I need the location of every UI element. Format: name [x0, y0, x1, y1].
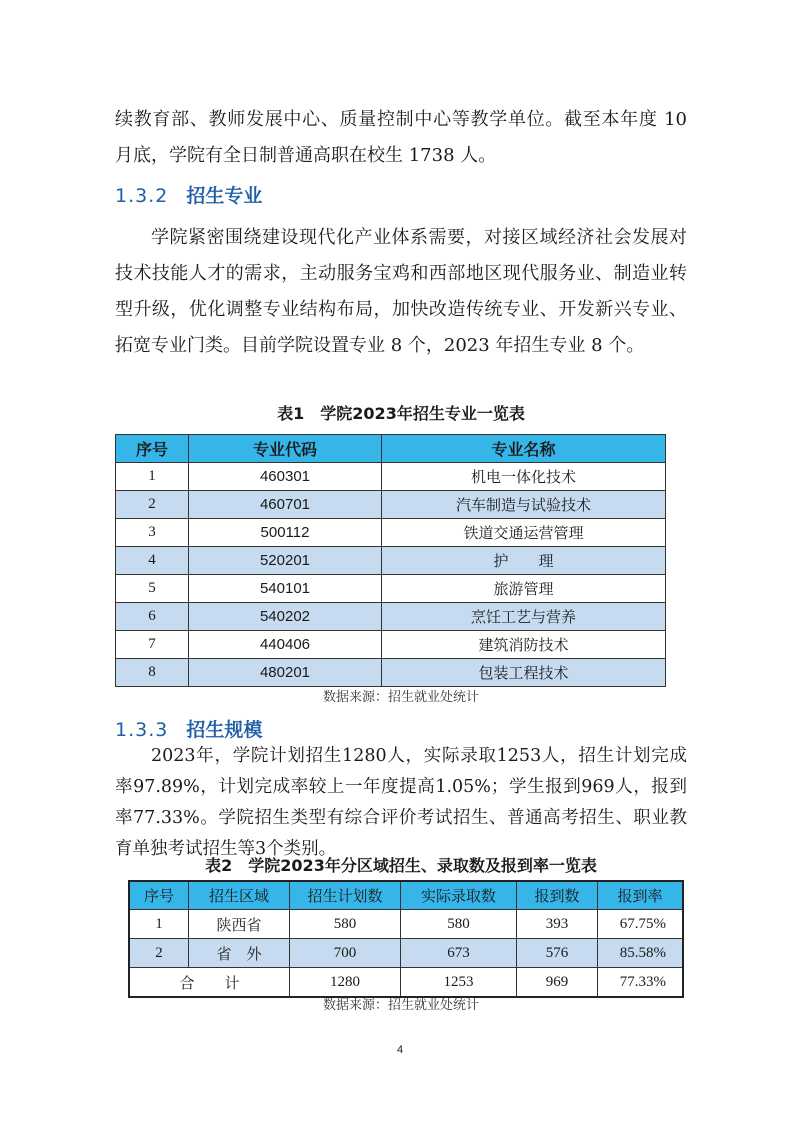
page-number: 4: [396, 1044, 404, 1056]
cell-seq: 6: [116, 603, 189, 631]
cell-name: 包装工程技术: [382, 659, 666, 687]
section-title: 招生规模: [186, 719, 263, 741]
cell-code: 460301: [189, 463, 382, 491]
paragraph-enrollment-scale: 2023年，学院计划招生1280人，实际录取1253人，招生计划完成率97.89%，计划完成率较上一年度提高1.05%；学生报到969人，报到率77.33%。学院招生类型有综合评价考试招生、普通高考招生、职业教育单独考试招生等3个类别。: [115, 746, 687, 859]
column-header-seq: 序号: [129, 881, 189, 910]
section-number: 1.3.2: [115, 185, 169, 207]
paragraph-enrollment-summary: 续教育部、教师发展中心、质量控制中心等教学单位。截至本年度 10 月底，学院有全日制普通高职在校生 1738 人。: [115, 109, 687, 166]
cell-admitted: 580: [401, 910, 517, 939]
cell-plan: 700: [290, 939, 401, 968]
table-row: [116, 491, 666, 519]
table-total-row: [129, 968, 683, 998]
cell-admitted: 673: [401, 939, 517, 968]
cell-code: 520201: [189, 547, 382, 575]
cell-plan: 580: [290, 910, 401, 939]
cell-seq: 1: [116, 463, 189, 491]
cell-code: 480201: [189, 659, 382, 687]
table-header-row: [116, 435, 666, 463]
table-row: [116, 603, 666, 631]
cell-reported: 393: [517, 910, 598, 939]
table-row: [116, 519, 666, 547]
section-number: 1.3.3: [115, 719, 169, 741]
column-header-region: 招生区域: [189, 881, 290, 910]
regional-enrollment-table: [128, 880, 684, 998]
column-header-rate: 报到率: [598, 881, 684, 910]
column-header-admitted: 实际录取数: [401, 881, 517, 910]
cell-seq: 7: [116, 631, 189, 659]
cell-rate: 67.75%: [598, 910, 684, 939]
cell-code: 460701: [189, 491, 382, 519]
cell-name: 护 理: [382, 547, 666, 575]
cell-region: 省 外: [189, 939, 290, 968]
table-row: [116, 631, 666, 659]
table-row: [116, 575, 666, 603]
table-row: [116, 547, 666, 575]
cell-rate: 85.58%: [598, 939, 684, 968]
cell-code: 440406: [189, 631, 382, 659]
section-heading-1-3-3: [115, 716, 262, 744]
cell-seq: 2: [116, 491, 189, 519]
table-row: [116, 463, 666, 491]
cell-seq: 8: [116, 659, 189, 687]
table1-source: 数据来源：招生就业处统计: [322, 690, 479, 705]
table-header-row: [129, 881, 683, 910]
table-row: [129, 910, 683, 939]
table-row: [129, 939, 683, 968]
paragraph-majors: 学院紧密围绕建设现代化产业体系需要，对接区域经济社会发展对技术技能人才的需求，主动服务宝鸡和西部地区现代服务业、制造业转型升级，优化调整专业结构布局，加快改造传统专业、开发新兴专业、拓宽专业门类。目前学院设置专业 8 个，2023 年招生专业 8 个。: [115, 227, 687, 356]
cell-seq: 1: [129, 910, 189, 939]
column-header-code: 专业代码: [189, 435, 382, 463]
table2-caption: 表2 学院2023年分区域招生、录取数及报到率一览表: [205, 856, 597, 875]
majors-table: [115, 434, 666, 687]
cell-name: 烹饪工艺与营养: [382, 603, 666, 631]
cell-code: 500112: [189, 519, 382, 547]
column-header-plan: 招生计划数: [290, 881, 401, 910]
column-header-seq: 序号: [116, 435, 189, 463]
cell-name: 机电一体化技术: [382, 463, 666, 491]
table2-source: 数据来源：招生就业处统计: [322, 998, 479, 1013]
cell-reported: 576: [517, 939, 598, 968]
cell-total-rate: 77.33%: [598, 968, 684, 998]
table1-caption: 表1 学院2023年招生专业一览表: [277, 404, 525, 423]
column-header-name: 专业名称: [382, 435, 666, 463]
cell-total-label: 合 计: [129, 968, 290, 998]
cell-seq: 2: [129, 939, 189, 968]
cell-total-plan: 1280: [290, 968, 401, 998]
cell-region: 陕西省: [189, 910, 290, 939]
section-title: 招生专业: [186, 185, 263, 207]
cell-seq: 4: [116, 547, 189, 575]
cell-seq: 3: [116, 519, 189, 547]
cell-total-reported: 969: [517, 968, 598, 998]
cell-name: 建筑消防技术: [382, 631, 666, 659]
section-heading-1-3-2: [115, 182, 262, 210]
cell-name: 旅游管理: [382, 575, 666, 603]
cell-name: 铁道交通运营管理: [382, 519, 666, 547]
cell-seq: 5: [116, 575, 189, 603]
cell-code: 540101: [189, 575, 382, 603]
cell-code: 540202: [189, 603, 382, 631]
cell-name: 汽车制造与试验技术: [382, 491, 666, 519]
column-header-reported: 报到数: [517, 881, 598, 910]
cell-total-admitted: 1253: [401, 968, 517, 998]
table-row: [116, 659, 666, 687]
